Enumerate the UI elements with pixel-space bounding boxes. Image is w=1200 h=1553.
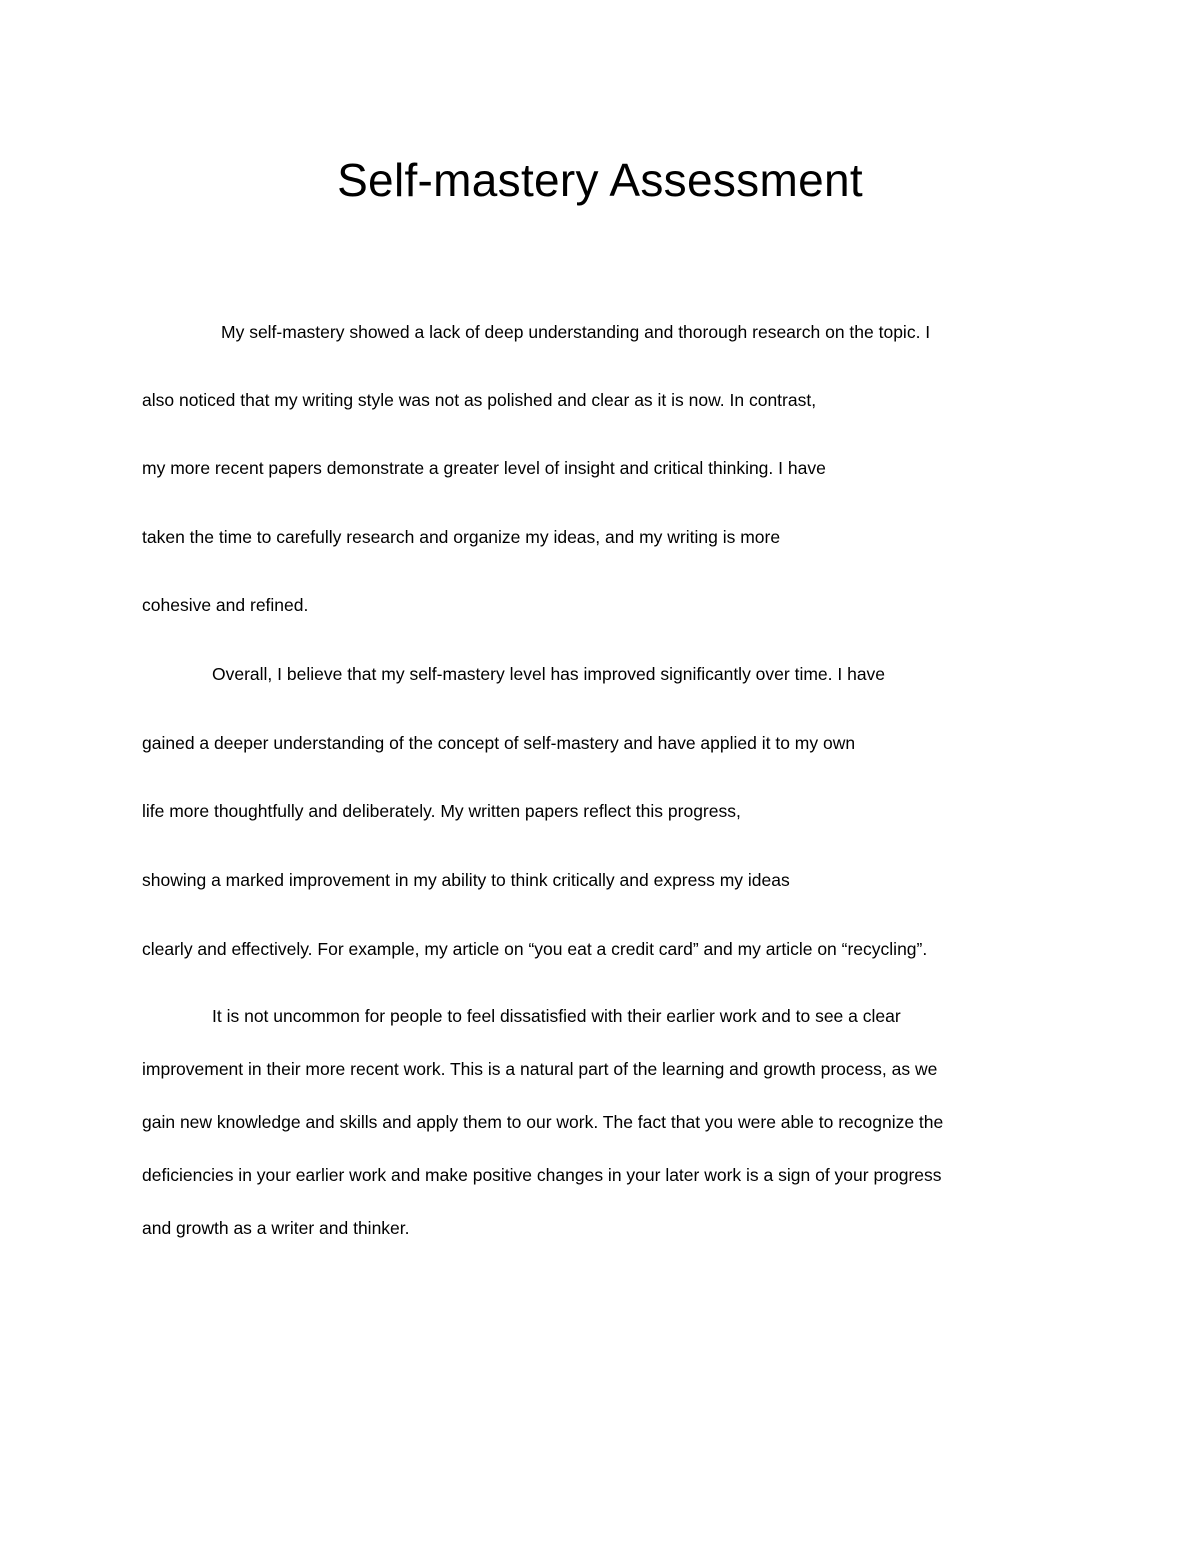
paragraph-line: showing a marked improvement in my ability to think critically and express my ideas [142, 870, 790, 890]
paragraph-line: life more thoughtfully and deliberately. My written papers reflect this progress, [142, 801, 741, 821]
document-title: Self-mastery Assessment [337, 154, 863, 206]
paragraph-line: and growth as a writer and thinker. [142, 1218, 410, 1238]
paragraph-line: It is not uncommon for people to feel dissatisfied with their earlier work and to see a clear [212, 1006, 901, 1026]
paragraph-line: My self-mastery showed a lack of deep understanding and thorough research on the topic. I [221, 322, 931, 342]
paragraph-line: clearly and effectively. For example, my article on “you eat a credit card” and my article on “recycling”. [142, 939, 928, 959]
paragraph-line: taken the time to carefully research and organize my ideas, and my writing is more [142, 527, 781, 547]
paragraph-line: improvement in their more recent work. This is a natural part of the learning and growth process, as we [142, 1059, 938, 1079]
paragraph-line: Overall, I believe that my self-mastery level has improved significantly over time. I have [212, 664, 886, 684]
paragraph-line: gain new knowledge and skills and apply them to our work. The fact that you were able to recognize the [142, 1112, 944, 1132]
paragraph-line: deficiencies in your earlier work and make positive changes in your later work is a sign of your progress [142, 1165, 942, 1185]
paragraph-line: cohesive and refined. [142, 595, 309, 615]
paragraph-line: my more recent papers demonstrate a greater level of insight and critical thinking. I have [142, 458, 826, 478]
paragraph-line: also noticed that my writing style was not as polished and clear as it is now. In contrast, [142, 390, 817, 410]
paragraph-line: gained a deeper understanding of the concept of self-mastery and have applied it to my own [142, 733, 856, 753]
